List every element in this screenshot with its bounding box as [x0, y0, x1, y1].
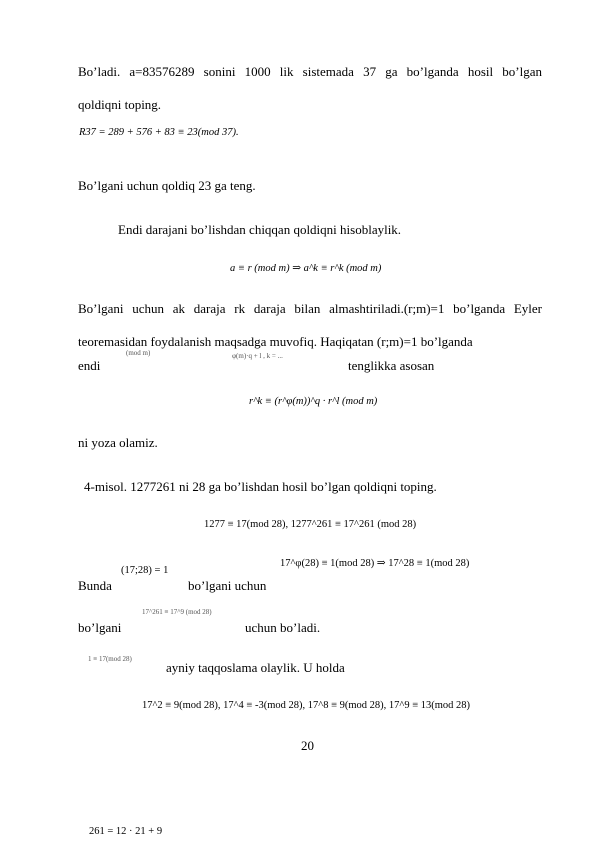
- yoza-text: ni yoza olamiz.: [78, 435, 158, 450]
- faint-formula-bolgani: 17^261 ≡ 17^9 (mod 28): [142, 608, 212, 616]
- formula-euler17: 17^φ(28) ≡ 1(mod 28) ⇒ 17^28 ≡ 1(mod 28): [280, 558, 470, 569]
- page-number: 20: [301, 738, 314, 753]
- faint-formula-endi: (mod m): [126, 349, 151, 357]
- intro-line-1: Bo’ladi. a=83576289 sonini 1000 lik sistemada 37 ga bo’lganda hosil bo’lgan: [78, 64, 542, 79]
- euler-line-2: teoremasidan foydalanish maqsadga muvofiq. Haqiqatan (r;m)=1 bo’lganda: [78, 334, 473, 349]
- formula-powers: 17^2 ≡ 9(mod 28), 17^4 ≡ -3(mod 28), 17^8 ≡ 9(mod 28), 17^9 ≡ 13(mod 28): [142, 700, 471, 711]
- gcd-formula: (17;28) = 1: [121, 565, 169, 576]
- faint-formula-ayniy: 1 ≡ 17(mod 28): [88, 655, 132, 663]
- power-intro: Endi darajani bo’lishdan chiqqan qoldiqni hisoblaylik.: [118, 222, 402, 237]
- faint-formula-top: φ(m)·q + l , k = ...: [232, 352, 283, 360]
- formula-congruence: a ≡ r (mod m) ⇒ a^k ≡ r^k (mod m): [230, 263, 382, 274]
- bunda-label: Bunda: [78, 578, 112, 593]
- intro-line-2: qoldiqni toping.: [78, 97, 162, 112]
- tenglikka-text: tenglikka asosan: [348, 358, 435, 373]
- bolgani-label: bo’lgani: [78, 620, 122, 635]
- formula-1277: 1277 ≡ 17(mod 28), 1277^261 ≡ 17^261 (mod 28): [204, 519, 417, 530]
- formula-r37: R37 = 289 + 576 + 83 ≡ 23(mod 37).: [79, 127, 239, 138]
- uchun-boladi-text: uchun bo’ladi.: [245, 620, 321, 635]
- endi-label: endi: [78, 358, 101, 373]
- footer-formula: 261 = 12 · 21 + 9: [89, 826, 163, 837]
- euler-line-1: Bo’lgani uchun ak daraja rk daraja bilan almashtiriladi.(r;m)=1 bo’lganda Eyler: [78, 301, 542, 316]
- bolgani-uchun-text: bo’lgani uchun: [188, 578, 267, 593]
- formula-rk: r^k ≡ (r^φ(m))^q · r^l (mod m): [249, 396, 378, 407]
- example-heading: 4-misol. 1277261 ni 28 ga bo’lishdan hosil bo’lgan qoldiqni toping.: [84, 479, 437, 494]
- remainder-note: Bo’lgani uchun qoldiq 23 ga teng.: [78, 178, 256, 193]
- ayniy-text: ayniy taqqoslama olaylik. U holda: [166, 660, 345, 675]
